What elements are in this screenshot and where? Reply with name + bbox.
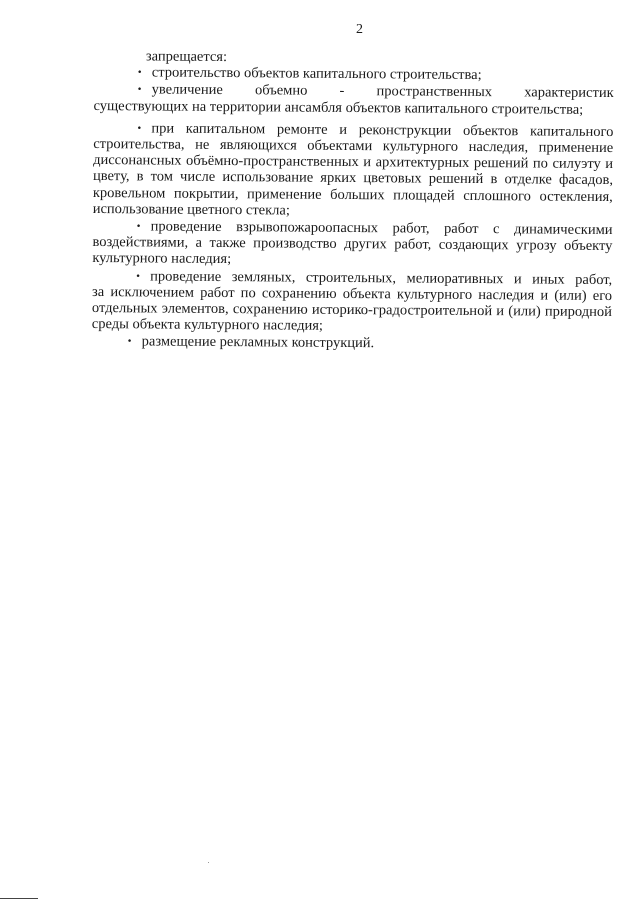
- list-item: [92, 218, 612, 271]
- bullet-icon: •: [136, 220, 141, 233]
- bullet-icon: •: [137, 83, 142, 96]
- list-item-text: размещение рекламных конструкций.: [141, 333, 375, 352]
- list-item: [92, 268, 612, 337]
- list-item-text: строительство объектов капитального строительства;: [151, 64, 482, 84]
- bullet-icon: •: [136, 269, 141, 283]
- list-item-continuation: строительства, не являющихся объектами культурного наследия, применение диссонансных объёмно-пространственных и архитектурных решений по силуэту и цвету, в том числе использование ярких цветовых решений в отделке фасадов, кровельном покрытии, применение больших площадей сплошного остекления, использование цветного стекла;: [92, 136, 614, 219]
- intro-text: запрещается:: [145, 48, 228, 66]
- list-item: [92, 333, 612, 353]
- list-item-text: увеличение объемно - пространственных характеристик: [151, 81, 614, 102]
- list-item-continuation: существующих на территории ансамбля объектов капитального строительства;: [93, 97, 584, 118]
- scan-speck: [208, 862, 209, 863]
- list-item: [93, 120, 614, 221]
- list-item-text: при капитальном ремонте и реконструкции объектов капитального: [151, 120, 614, 140]
- bullet-icon: •: [137, 122, 142, 135]
- list-item-text: проведение земляных, строительных, мелиоративных и иных работ,: [150, 268, 613, 288]
- list-item-continuation: воздействиями, а также производство других работ, создающих угрозу объекту культурного наследия;: [92, 234, 613, 268]
- document-body: [92, 48, 614, 355]
- list-item-continuation: за исключением работ по сохранению объекта культурного наследия и (или) его отдельных элементов, сохранению историко-градостроительной и (или) природной среды объекта культурного наследия;: [91, 283, 613, 335]
- list-item-text: проведение взрывопожароопасных работ, работ с динамическими: [150, 218, 613, 239]
- scan-edge-line: [0, 898, 38, 899]
- bullet-icon: •: [137, 66, 142, 79]
- list-item: [93, 81, 613, 117]
- bullet-icon: •: [127, 335, 132, 348]
- list-item-first-line: [92, 333, 612, 353]
- page-number: 2: [356, 22, 363, 37]
